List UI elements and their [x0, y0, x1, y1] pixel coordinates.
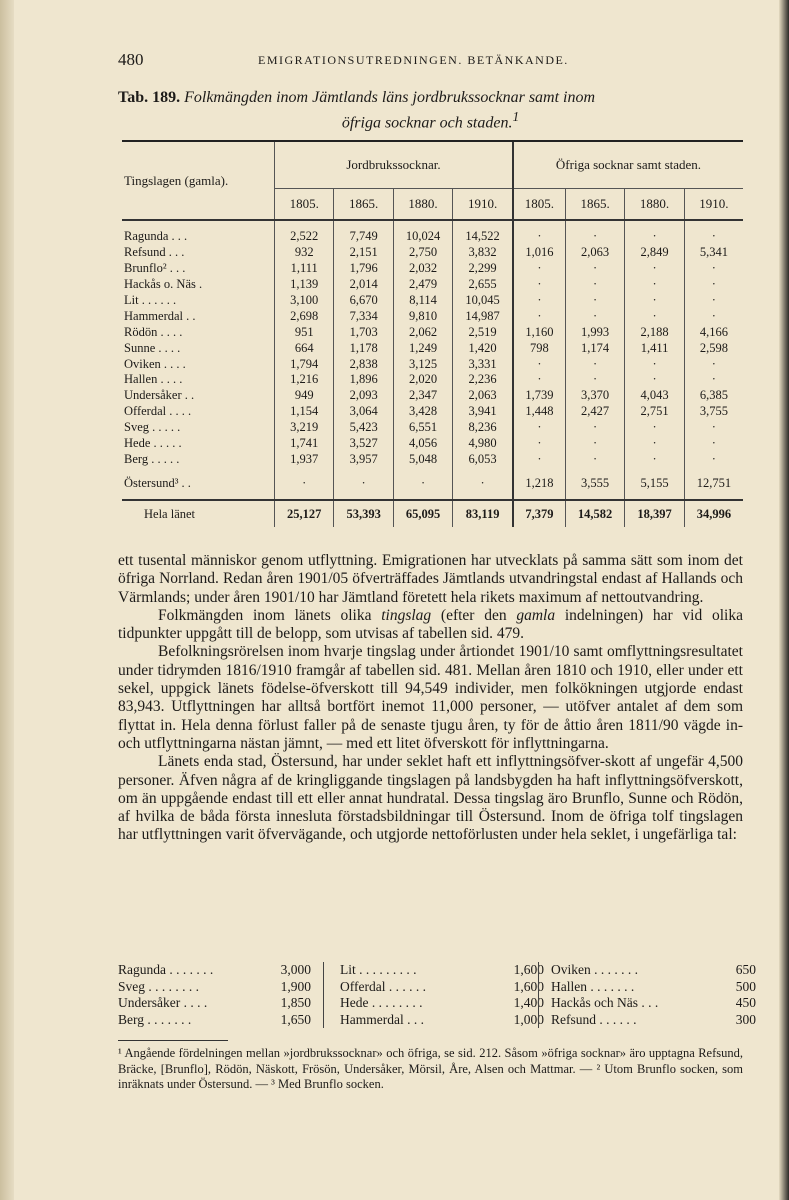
- tingslag-name: Offerdal . . . . . .: [340, 978, 426, 994]
- value-cell: 5,048: [393, 451, 452, 467]
- value-cell: 14,582: [565, 500, 624, 527]
- year-header: 1880.: [625, 189, 684, 221]
- value-cell: ·: [625, 308, 684, 324]
- value-cell: 10,024: [393, 229, 452, 245]
- value-cell: 10,045: [453, 293, 513, 309]
- tingslag-name: Lit . . . . . . . . .: [340, 962, 417, 977]
- tingslag-name: Oviken . . . . . . .: [551, 962, 638, 977]
- running-title: EMIGRATIONSUTREDNINGEN. BETÄNKANDE.: [258, 53, 569, 67]
- value-cell: 3,100: [275, 293, 334, 309]
- value-cell: ·: [513, 277, 565, 293]
- value-cell: ·: [625, 261, 684, 277]
- value-cell: ·: [275, 475, 334, 491]
- list-item: [340, 995, 544, 1012]
- paragraph: Folkmängden inom länets olika tingslag (efter den gamla indelningen) har vid olika tidpunkter uppgått till de belopp, som utvisas af tabellen sid. 479.: [118, 606, 743, 643]
- caption-line-2: öfriga socknar och staden.: [341, 114, 513, 132]
- paragraph: Befolkningsrörelsen inom hvarje tingslag under årtiondet 1901/10 samt omflyttningsresultatet under tidrymden 1816/1910 framgår af tabellen sid. 481. Mellan åren 1810 och 1910, eller under ett sekel, uppgick länets födelse-öfverskott till 94,549 individer, men folkökningen utgjorde endast 83,943. Utflyttningen har alltså bortfört inemot 11,000 personer, — utöfver antalet af dem som flyttat in. Hela denna förlust faller på de senaste tjugu åren, ty för de åttio åren 1811/90 vägde in- och utflyttningarna nästan jämnt, — med ett litet öfverskott för inflyttningarna.: [118, 643, 743, 752]
- value-cell: 12,751: [684, 475, 743, 491]
- value-cell: ·: [684, 261, 743, 277]
- paragraph: Länets enda stad, Östersund, har under seklet haft ett inflyttningsöfver-skott af ungefär 4,500 personer. Äfven några af de kringliggande tingslagen på landsbygden ha haft inflyttningsöfverskott, om än uppgående endast till ett eller annat hundratal. Dessa tingslag äro Brunflo, Sunne och Rödön, af hvilka de båda första innesluta förstadsbildningar till Östersund. Inom de öfriga tolf tingslagen har utflyttningen varit öfvervägande, och utgjorde nettoförlusten under hela seklet, i ungefärliga tal:: [118, 753, 743, 844]
- row-label: Lit . . . . . .: [124, 293, 177, 307]
- value-cell: 3,428: [393, 404, 452, 420]
- list-item: [551, 995, 756, 1012]
- value-cell: 1,016: [513, 245, 565, 261]
- value-cell: 2,655: [453, 277, 513, 293]
- table-row: [122, 229, 743, 245]
- value-cell: 1,739: [513, 388, 565, 404]
- tingslag-name: Hammerdal . . .: [340, 1011, 424, 1027]
- value-cell: 8,114: [393, 293, 452, 309]
- value-cell: 2,020: [393, 372, 452, 388]
- value-cell: ·: [625, 293, 684, 309]
- tingslag-name: Refsund . . . . . .: [551, 1011, 637, 1027]
- value-cell: 14,987: [453, 308, 513, 324]
- row-label: Sveg . . . . .: [124, 420, 181, 435]
- value-cell: 2,014: [334, 277, 393, 293]
- value-cell: 2,751: [625, 404, 684, 420]
- table-row: [122, 245, 743, 261]
- value-cell: ·: [513, 372, 565, 388]
- year-header: 1910.: [453, 189, 513, 221]
- value-cell: 3,219: [275, 420, 334, 436]
- table-row: [122, 340, 743, 356]
- table-row: [122, 372, 743, 388]
- year-header: 1910.: [684, 189, 743, 221]
- row-label: Sunne . . . .: [124, 340, 181, 355]
- value-cell: ·: [513, 436, 565, 452]
- value-cell: ·: [684, 229, 743, 245]
- page-number: 480: [118, 50, 144, 69]
- table-row: [122, 475, 743, 491]
- table-row: [122, 324, 743, 340]
- value-cell: 34,996: [684, 500, 743, 527]
- value-cell: 2,838: [334, 356, 393, 372]
- table-row: [122, 308, 743, 324]
- year-header: 1865.: [565, 189, 624, 221]
- value-cell: 7,379: [513, 500, 565, 527]
- body-text: [118, 552, 743, 845]
- value-cell: ·: [565, 261, 624, 277]
- value-cell: 8,236: [453, 420, 513, 436]
- value-cell: 2,522: [275, 229, 334, 245]
- value-cell: 932: [275, 245, 334, 261]
- value-cell: ·: [393, 475, 452, 491]
- value-cell: 3,527: [334, 436, 393, 452]
- table-row: [122, 293, 743, 309]
- paragraph: ett tusental människor genom utflyttning. Emigrationen har utvecklats på samma sätt som inom det öfriga Norrland. Redan åren 1901/05 öfverträffades Jämtlands utvandringstal endast af Hallands och Värmlands; under åren 1901/10 har Jämtland företett hela rikets maximum af nettoutvandring.: [118, 552, 743, 606]
- value-cell: 6,053: [453, 451, 513, 467]
- value-cell: 6,551: [393, 420, 452, 436]
- value-cell: ·: [565, 420, 624, 436]
- value-cell: ·: [565, 436, 624, 452]
- table-row: [122, 436, 743, 452]
- value-cell: ·: [513, 420, 565, 436]
- net-loss-value: 1,900: [280, 978, 311, 994]
- value-cell: 14,522: [453, 229, 513, 245]
- row-label: Östersund³ . .: [124, 475, 191, 490]
- value-cell: 3,370: [565, 388, 624, 404]
- value-cell: ·: [565, 372, 624, 388]
- value-cell: 2,062: [393, 324, 452, 340]
- value-cell: 18,397: [625, 500, 684, 527]
- value-cell: ·: [513, 229, 565, 245]
- net-loss-value: 3,000: [280, 962, 311, 977]
- row-label: Rödön . . . .: [124, 324, 183, 339]
- value-cell: 9,810: [393, 308, 452, 324]
- value-cell: 1,178: [334, 340, 393, 356]
- table-row: [122, 451, 743, 467]
- total-row: [122, 500, 743, 527]
- value-cell: 1,216: [275, 372, 334, 388]
- tingslag-name: Berg . . . . . . .: [118, 1011, 192, 1027]
- book-page: [118, 0, 756, 1200]
- value-cell: ·: [513, 261, 565, 277]
- list-item: [118, 962, 311, 979]
- value-cell: ·: [625, 277, 684, 293]
- net-loss-value: 650: [735, 962, 756, 977]
- value-cell: 1,420: [453, 340, 513, 356]
- value-cell: ·: [565, 277, 624, 293]
- table-row: [122, 388, 743, 404]
- table-row: [122, 404, 743, 420]
- value-cell: 1,703: [334, 324, 393, 340]
- group-header-jordbruk: Jordbrukssocknar.: [275, 142, 513, 189]
- value-cell: 1,937: [275, 451, 334, 467]
- value-cell: 5,423: [334, 420, 393, 436]
- year-header: 1805.: [275, 189, 334, 221]
- value-cell: ·: [684, 308, 743, 324]
- caption-line-1: Folkmängden inom Jämtlands läns jordbrukssocknar samt inom: [184, 89, 596, 106]
- value-cell: 1,111: [275, 261, 334, 277]
- value-cell: 2,063: [565, 245, 624, 261]
- value-cell: 2,151: [334, 245, 393, 261]
- value-cell: 83,119: [453, 500, 513, 527]
- net-loss-column: [118, 962, 311, 1028]
- list-item: [340, 979, 544, 996]
- value-cell: 2,598: [684, 340, 743, 356]
- table-row: [122, 420, 743, 436]
- row-label: Oviken . . . .: [124, 356, 186, 371]
- net-loss-value: 1,400: [513, 995, 544, 1010]
- value-cell: 2,519: [453, 324, 513, 340]
- page-edge-shadow: [779, 0, 789, 1200]
- value-cell: 3,064: [334, 404, 393, 420]
- row-label: Hede . . . . .: [124, 436, 182, 451]
- value-cell: 2,299: [453, 261, 513, 277]
- value-cell: 1,154: [275, 404, 334, 420]
- book-spine-shadow: [0, 0, 14, 1200]
- value-cell: 2,479: [393, 277, 452, 293]
- net-loss-value: 1,000: [513, 1011, 544, 1027]
- value-cell: 949: [275, 388, 334, 404]
- list-item: [118, 1012, 311, 1029]
- tingslag-name: Hede . . . . . . . .: [340, 995, 423, 1010]
- value-cell: ·: [565, 308, 624, 324]
- net-loss-value: 300: [735, 1011, 756, 1027]
- row-label: Hackås o. Näs .: [124, 277, 203, 292]
- net-loss-value: 500: [735, 978, 756, 994]
- table-row: [122, 356, 743, 372]
- value-cell: 2,063: [453, 388, 513, 404]
- value-cell: 2,427: [565, 404, 624, 420]
- value-cell: ·: [625, 372, 684, 388]
- value-cell: 1,174: [565, 340, 624, 356]
- value-cell: 1,794: [275, 356, 334, 372]
- value-cell: 3,957: [334, 451, 393, 467]
- value-cell: 2,093: [334, 388, 393, 404]
- value-cell: 1,993: [565, 324, 624, 340]
- value-cell: 1,896: [334, 372, 393, 388]
- value-cell: 2,236: [453, 372, 513, 388]
- value-cell: ·: [684, 372, 743, 388]
- value-cell: ·: [625, 420, 684, 436]
- value-cell: ·: [565, 451, 624, 467]
- value-cell: ·: [684, 420, 743, 436]
- value-cell: 1,741: [275, 436, 334, 452]
- net-loss-column: [538, 962, 756, 1028]
- row-label: Ragunda . . .: [124, 229, 188, 244]
- value-cell: 3,331: [453, 356, 513, 372]
- tingslag-name: Hackås och Näs . . .: [551, 995, 659, 1010]
- list-item: [118, 979, 311, 996]
- footnotes: [118, 1046, 743, 1093]
- table-row: [122, 261, 743, 277]
- value-cell: 2,347: [393, 388, 452, 404]
- row-label: Hela länet: [122, 500, 275, 527]
- value-cell: ·: [565, 293, 624, 309]
- value-cell: 2,698: [275, 308, 334, 324]
- table-caption: [118, 88, 743, 132]
- value-cell: ·: [684, 293, 743, 309]
- value-cell: ·: [513, 356, 565, 372]
- value-cell: 1,249: [393, 340, 452, 356]
- value-cell: 1,139: [275, 277, 334, 293]
- value-cell: ·: [625, 356, 684, 372]
- value-cell: 53,393: [334, 500, 393, 527]
- group-header-ofriga: Öfriga socknar samt staden.: [513, 142, 743, 189]
- year-header: 1805.: [513, 189, 565, 221]
- value-cell: 4,980: [453, 436, 513, 452]
- tingslag-name: Sveg . . . . . . . .: [118, 978, 199, 994]
- value-cell: ·: [565, 356, 624, 372]
- value-cell: ·: [513, 308, 565, 324]
- row-label: Berg . . . . .: [124, 451, 180, 466]
- value-cell: ·: [334, 475, 393, 491]
- label-column-header: Tingslagen (gamla).: [124, 172, 229, 188]
- value-cell: 2,032: [393, 261, 452, 277]
- value-cell: 2,849: [625, 245, 684, 261]
- value-cell: 1,448: [513, 404, 565, 420]
- value-cell: 7,334: [334, 308, 393, 324]
- year-header: 1880.: [393, 189, 452, 221]
- row-label: Undersåker . .: [124, 388, 195, 403]
- value-cell: 1,218: [513, 475, 565, 491]
- value-cell: 951: [275, 324, 334, 340]
- net-loss-value: 1,850: [280, 995, 311, 1010]
- list-item: [551, 962, 756, 979]
- tingslag-name: Ragunda . . . . . . .: [118, 962, 214, 977]
- value-cell: ·: [684, 277, 743, 293]
- value-cell: 3,832: [453, 245, 513, 261]
- list-item: [551, 979, 756, 996]
- row-label: Offerdal . . . .: [124, 404, 192, 419]
- row-label: Brunflo² . . .: [124, 261, 186, 276]
- value-cell: 664: [275, 340, 334, 356]
- tingslag-name: Undersåker . . . .: [118, 995, 208, 1010]
- value-cell: 4,166: [684, 324, 743, 340]
- value-cell: 4,043: [625, 388, 684, 404]
- value-cell: ·: [684, 451, 743, 467]
- table-row: [122, 277, 743, 293]
- value-cell: ·: [513, 293, 565, 309]
- value-cell: 3,755: [684, 404, 743, 420]
- net-loss-value: 1,650: [280, 1011, 311, 1027]
- value-cell: 2,750: [393, 245, 452, 261]
- value-cell: ·: [625, 436, 684, 452]
- population-table: [122, 140, 743, 527]
- value-cell: 7,749: [334, 229, 393, 245]
- value-cell: 5,155: [625, 475, 684, 491]
- value-cell: 5,341: [684, 245, 743, 261]
- value-cell: 798: [513, 340, 565, 356]
- value-cell: 6,385: [684, 388, 743, 404]
- row-label: Hallen . . . .: [124, 372, 183, 387]
- value-cell: ·: [625, 451, 684, 467]
- value-cell: ·: [513, 451, 565, 467]
- value-cell: ·: [453, 475, 513, 491]
- row-label: Hammerdal . .: [124, 308, 196, 323]
- value-cell: 3,125: [393, 356, 452, 372]
- value-cell: 4,056: [393, 436, 452, 452]
- list-item: [340, 962, 544, 979]
- net-loss-value: 1,600: [513, 978, 544, 994]
- value-cell: ·: [565, 229, 624, 245]
- running-head: [118, 50, 743, 74]
- value-cell: 1,160: [513, 324, 565, 340]
- caption-footnote-mark: 1: [512, 109, 520, 124]
- year-header: 1865.: [334, 189, 393, 221]
- value-cell: 65,095: [393, 500, 452, 527]
- value-cell: 1,796: [334, 261, 393, 277]
- value-cell: 2,188: [625, 324, 684, 340]
- footnote-rule: [118, 1040, 228, 1041]
- value-cell: 3,555: [565, 475, 624, 491]
- value-cell: ·: [625, 229, 684, 245]
- value-cell: 3,941: [453, 404, 513, 420]
- value-cell: ·: [684, 436, 743, 452]
- value-cell: 25,127: [275, 500, 334, 527]
- value-cell: 1,411: [625, 340, 684, 356]
- list-item: [118, 995, 311, 1012]
- list-item: [551, 1012, 756, 1029]
- net-loss-value: 450: [735, 995, 756, 1010]
- net-loss-column: [323, 962, 544, 1028]
- footnote-text: ¹ Angående fördelningen mellan »jordbrukssocknar» och öfriga, se sid. 212. Såsom »öfriga socknar» äro upptagna Refsund, Bräcke, [Brunflo], Rödön, Näskott, Frösön, Undersåker, Mörsil, Åre, Alsen och Mattmar. — ² Utom Brunflo socken, som inräknats under Östersund. — ³ Med Brunflo socken.: [118, 1046, 743, 1091]
- row-label: Refsund . . .: [124, 245, 185, 260]
- value-cell: 6,670: [334, 293, 393, 309]
- value-cell: ·: [684, 356, 743, 372]
- table-number: Tab. 189.: [118, 89, 181, 106]
- net-loss-value: 1,600: [513, 962, 544, 977]
- list-item: [340, 1012, 544, 1029]
- tingslag-name: Hallen . . . . . . .: [551, 978, 635, 994]
